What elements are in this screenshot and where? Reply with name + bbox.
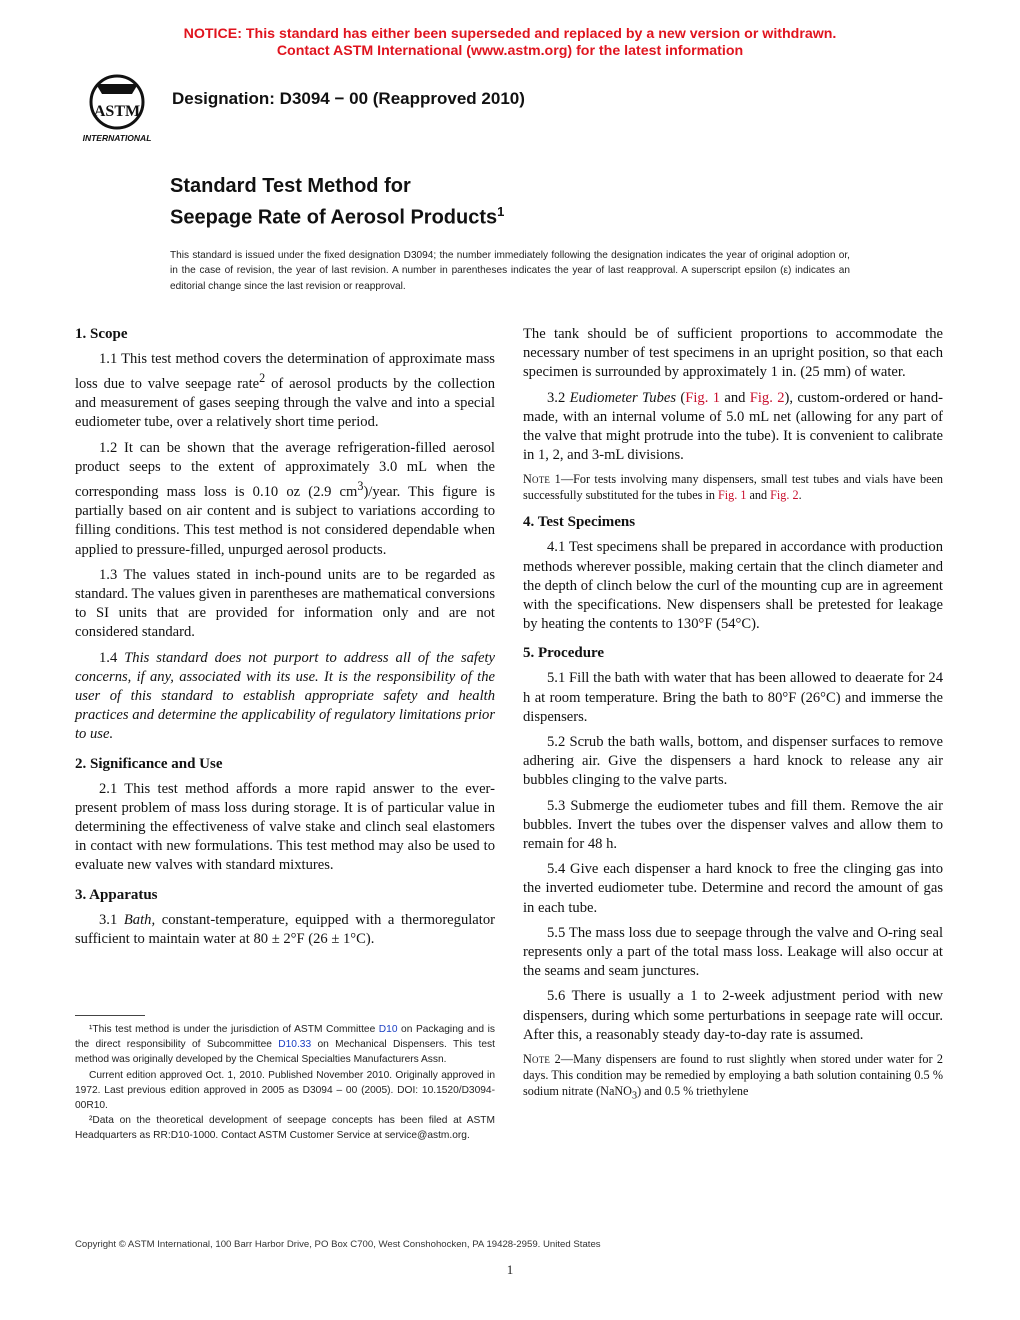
note-2 [523, 1051, 943, 1104]
p1-4-italic: This standard does not purport to address all of the safety concerns, if any, associated with its use. It is the responsibility of the user of this standard to establish appropriate safety and health practices and determine the applicability of regulatory limitations prior to use. [75, 649, 495, 743]
title-line-2-text: Seepage Rate of Aerosol Products [170, 206, 498, 229]
issued-note: This standard is issued under the fixed designation D3094; the number immediately following the designation indicates the year of original adoption or, in the case of revision, the year of last revision. A number in parentheses indicates the year of last reapproval. A superscript epsilon (ε) indicates an editorial change since the last revision or reapproval. [170, 250, 850, 292]
fig-2-link[interactable]: Fig. 2 [749, 389, 785, 406]
fn1-text-b: on Packaging and is the direct responsibility of Subcommittee [75, 1024, 495, 1051]
paragraph-5-2: 5.2 Scrub the bath walls, bottom, and dispenser surfaces to remove adhering air. Give the dispensers a hard knock to release any air bubbles clinging to the valve parts. [523, 734, 943, 789]
p1-4-num: 1.4 [99, 649, 125, 666]
title-line-1: Standard Test Method for [170, 175, 411, 197]
title-line-2 [170, 199, 504, 231]
astm-logo-mark [74, 72, 160, 144]
logo-caption: INTERNATIONAL [82, 133, 152, 143]
note-1-label: Note 1 [523, 472, 561, 487]
paragraph-4-1: 4.1 Test specimens shall be prepared in accordance with production methods wherever possible, making certain that the clinch diameter and the depth of clinch below the curl of the mounting cup are in agreement with the specifications. New dispensers shall be pretested for leakage by heating the contents to 130°F (54°C). [523, 539, 943, 633]
right-column [523, 325, 943, 1113]
section-heading-apparatus: 3. Apparatus [75, 886, 158, 903]
section-heading-scope: 1. Scope [75, 326, 128, 342]
notice-line-2: Contact ASTM International (www.astm.org) for the latest information [276, 43, 744, 59]
paragraph-3-1-continued: The tank should be of sufficient proportions to accommodate the necessary number of test specimens in an upright position, so that each specimen is surrounded by approximately 1 in. (25 mm) of water. [523, 326, 943, 381]
paragraph-5-1: 5.1 Fill the bath with water that has been allowed to deaerate for 24 h at room temperature. Bring the bath to 80°F (26°C) and immerse the dispensers. [523, 670, 943, 725]
fn1-text-c: on Mechanical Dispensers. This test method was originally developed by the Chemical Specialties Manufacturers Assn. [75, 1039, 495, 1066]
paragraph-1-1 [75, 350, 495, 433]
paragraph-1-4 [75, 649, 495, 745]
note-1-end: . [798, 488, 802, 503]
p1-1-text-b: of aerosol products by the collection and measurement of gases seeping through the valve and into a special eudiometer tube, over a relatively short time period. [75, 376, 495, 431]
p3-2-text: ), custom-ordered or hand-made, with an internal volume of 5.0 mL net (allowing for any part of the valve that might protrude into the tube). It is convenient to calibrate in 1, 2, and 3-mL divisions. [523, 389, 943, 464]
copyright: Copyright © ASTM International, 100 Barr Harbor Drive, PO Box C700, West Conshohocken, PA 19428-2959. United States [75, 1239, 601, 1250]
p3-2-num: 3.2 [547, 389, 570, 406]
document-title [170, 174, 504, 231]
astm-logo [74, 72, 160, 144]
p3-2-term: Eudiometer Tubes [569, 389, 677, 406]
withdrawal-notice [0, 26, 1020, 60]
paragraph-1-2 [75, 439, 495, 560]
left-column [75, 325, 495, 955]
section-heading-specimens: 4. Test Specimens [523, 514, 636, 531]
paragraph-5-4: 5.4 Give each dispenser a hard knock to free the clinging gas into the inverted eudiometer tube. Determine and record the amount of gas in each tube. [523, 861, 943, 916]
note-1-text: —For tests involving many dispensers, small test tubes and vials have been successfully substituted for the tubes in [523, 472, 943, 503]
note-1-fig-2-link[interactable]: Fig. 2 [770, 488, 799, 503]
footnote-1 [75, 1022, 495, 1068]
note-2-sub: 3 [632, 1090, 638, 1102]
note-2-text-b: ) and 0.5 % triethylene [637, 1084, 749, 1099]
p3-2-open: ( [676, 389, 686, 406]
paragraph-3-2 [523, 389, 943, 466]
paragraph-3-1 [75, 911, 495, 949]
page-number: 1 [506, 1262, 514, 1277]
paragraph-5-5: 5.5 The mass loss due to seepage through the valve and O-ring seal represents only a part of the total mass loss. Leakage will also occur at the seams and seam junctures. [523, 924, 943, 980]
p3-2-and: and [720, 389, 750, 406]
title-footnote-mark: 1 [497, 204, 505, 219]
p1-1-sup: 2 [259, 371, 266, 386]
paragraph-5-6: 5.6 There is usually a 1 to 2-week adjustment period with new dispensers, during which some perturbations in seepage rate will occur. After this, a reasonably steady day-to-day rate is assumed. [523, 988, 943, 1043]
link-d10[interactable]: D10 [378, 1024, 398, 1035]
p1-2-text-a: 1.2 It can be shown that the average refrigeration-filled aerosol product seeps to the extent of approximately 3.0 mL when the corresponding mass loss is 0.10 oz (2.9 cm [75, 439, 495, 500]
section-heading-significance: 2. Significance and Use [75, 755, 223, 772]
p1-2-text-b: )/year. This figure is partially based on air content and is subject to variations according to filling conditions. This test method is not considered dependable when applied to pressure-filled, unpurged aerosol products. [75, 483, 495, 558]
paragraph-5-3: 5.3 Submerge the eudiometer tubes and fill them. Remove the air bubbles. Invert the tubes over the dispenser valves and allow them to remain for 48 h. [523, 797, 943, 853]
p3-1-num: 3.1 [99, 911, 124, 928]
p3-1-term: Bath, [123, 911, 156, 928]
note-1-and: and [746, 488, 771, 503]
fn1-text-a: ¹This test method is under the jurisdiction of ASTM Committee [89, 1024, 379, 1035]
paragraph-2-1: 2.1 This test method affords a more rapid answer to the ever-present problem of mass loss during storage. It is of particular value in determining the effectiveness of valve stake and clinch seal elastomers in contact with new formulations. This test method may also be used to evaluate new valves with standard mixtures. [75, 780, 495, 874]
logo-letters: ASTM [93, 103, 141, 120]
note-2-label: Note 2 [523, 1052, 561, 1067]
notice-line-1: NOTICE: This standard has either been superseded and replaced by a new version or withdrawn. [183, 26, 837, 42]
section-heading-procedure: 5. Procedure [523, 645, 605, 662]
footnote-2: ²Data on the theoretical development of seepage concepts has been filed at ASTM Headquarters as RR:D10-1000. Contact ASTM Customer Service at service@astm.org. [75, 1115, 495, 1142]
footnote-rule [75, 1015, 145, 1016]
link-d10-33[interactable]: D10.33 [278, 1039, 312, 1051]
note-1-fig-1-link[interactable]: Fig. 1 [717, 488, 747, 503]
designation: Designation: D3094 − 00 (Reapproved 2010) [172, 89, 525, 108]
fig-1-link[interactable]: Fig. 1 [685, 389, 721, 406]
paragraph-1-3: 1.3 The values stated in inch-pound units are to be regarded as standard. The values given in parentheses are mathematical conversions to SI units that are provided for information only and are not considered standard. [75, 566, 495, 641]
note-1 [523, 471, 943, 503]
p1-1-text-a: 1.1 This test method covers the determination of approximate mass loss due to valve seepage rate [75, 351, 495, 393]
note-2-text-a: —Many dispensers are found to rust slightly when stored under water for 2 days. This condition may be remedied by employing a bath solution containing 0.5 % sodium nitrate (NaNO [523, 1052, 943, 1099]
p1-2-sup: 3 [357, 479, 364, 494]
footnote-1-edition: Current edition approved Oct. 1, 2010. Published November 2010. Originally approved in 1972. Last previous edition approved in 2005 as D3094 – 00 (2005). DOI: 10.1520/D3094-00R10. [75, 1069, 495, 1112]
p3-1-text: constant-temperature, equipped with a thermoregulator sufficient to maintain water at 80 ± 2°F (26 ± 1°C). [75, 911, 495, 947]
footnotes [75, 1022, 495, 1144]
